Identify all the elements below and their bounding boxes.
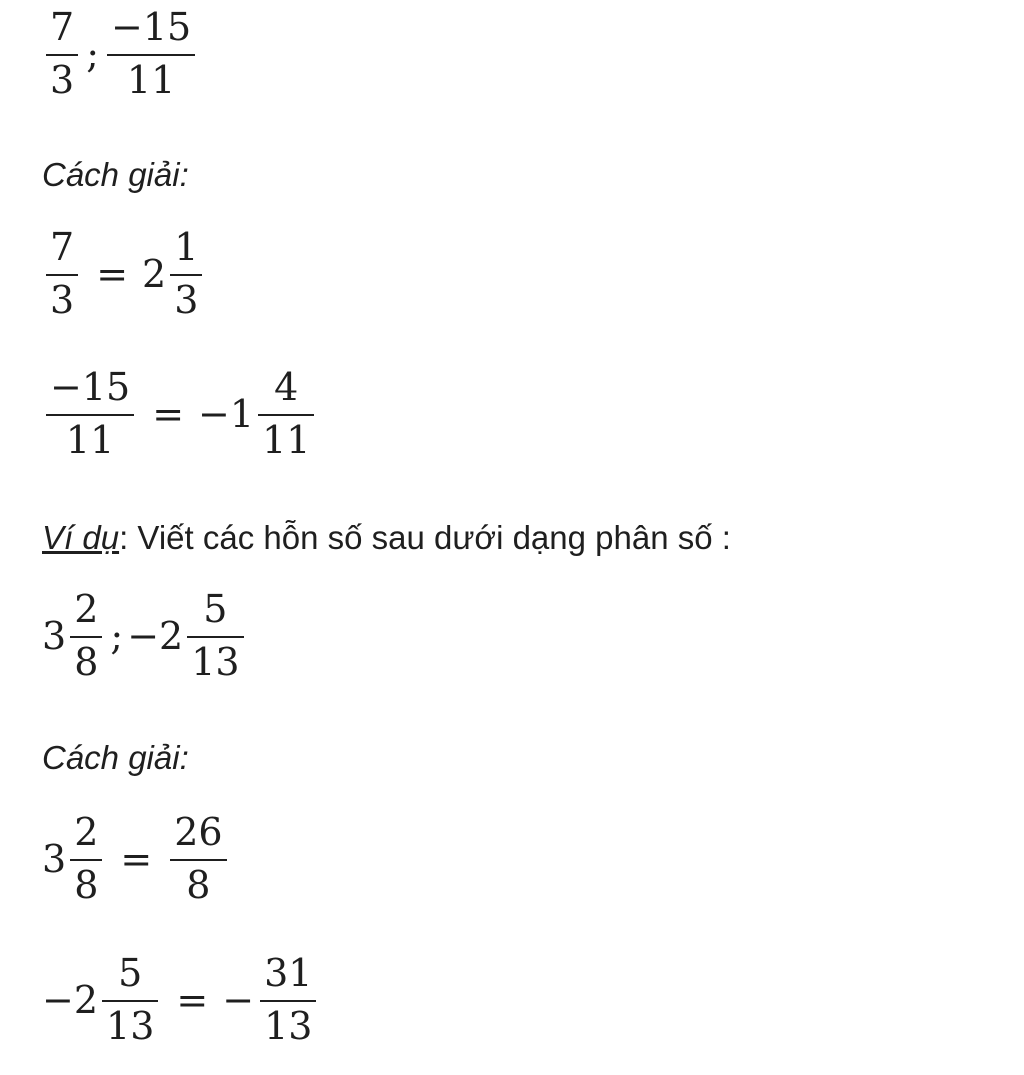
denominator: 13 xyxy=(264,1003,313,1048)
numerator: 7 xyxy=(50,5,75,49)
numerator: 2 xyxy=(74,587,99,631)
numerator: 2 xyxy=(74,810,99,854)
numerator: 7 xyxy=(50,225,75,269)
denominator: 13 xyxy=(106,1003,155,1048)
denominator: 8 xyxy=(74,639,99,684)
whole-part: −1 xyxy=(198,392,255,437)
fraction-bar xyxy=(46,274,78,276)
fraction-lhs xyxy=(70,811,102,907)
separator: ; xyxy=(86,32,99,77)
fraction-bar xyxy=(170,274,202,276)
numerator: 1 xyxy=(174,225,199,269)
equals-sign: = xyxy=(176,978,209,1023)
numerator: 26 xyxy=(174,810,223,854)
equation-3 xyxy=(42,811,231,907)
example-text: : Viết các hỗn số sau dưới dạng phân số : xyxy=(119,519,731,556)
minus-sign: − xyxy=(222,978,255,1023)
fraction-2-8 xyxy=(70,588,102,684)
heading-text: Cách giải: xyxy=(42,739,189,776)
equals-sign: = xyxy=(96,252,129,297)
fraction-bar xyxy=(107,54,195,56)
fraction-5-13 xyxy=(187,588,243,684)
fraction-bar xyxy=(187,636,243,638)
numerator: 5 xyxy=(118,951,143,995)
solution-heading-1 xyxy=(42,158,189,191)
fraction-rhs xyxy=(170,811,226,907)
example-line xyxy=(42,521,731,554)
fraction-rhs xyxy=(170,226,202,322)
whole-part: 3 xyxy=(42,837,67,882)
fraction-lhs xyxy=(46,366,134,462)
equation-1 xyxy=(42,226,206,322)
denominator: 8 xyxy=(74,862,99,907)
fraction-neg15-11 xyxy=(107,6,195,102)
whole-part: −2 xyxy=(42,978,99,1023)
mixed-numbers-line xyxy=(42,588,248,684)
denominator: 11 xyxy=(262,417,311,462)
example-label: Ví dụ xyxy=(42,519,120,556)
fraction-bar xyxy=(260,1000,316,1002)
whole-part: −2 xyxy=(127,614,184,659)
fraction-bar xyxy=(70,636,102,638)
heading-text: Cách giải: xyxy=(42,156,189,193)
fraction-bar xyxy=(102,1000,158,1002)
fraction-bar xyxy=(46,54,78,56)
denominator: 11 xyxy=(126,57,176,102)
equals-sign: = xyxy=(120,837,153,882)
fraction-lhs xyxy=(46,226,78,322)
fraction-7-3 xyxy=(46,6,78,102)
denominator: 3 xyxy=(50,277,75,322)
numerator: 5 xyxy=(203,587,228,631)
denominator: 8 xyxy=(186,862,211,907)
fraction-lhs xyxy=(102,952,158,1048)
numerator: −15 xyxy=(111,5,192,49)
numerator: −15 xyxy=(50,365,131,409)
fraction-rhs xyxy=(258,366,314,462)
fraction-bar xyxy=(46,414,134,416)
fraction-bar xyxy=(170,859,226,861)
whole-part: 2 xyxy=(142,252,167,297)
fraction-bar xyxy=(258,414,314,416)
denominator: 13 xyxy=(191,639,240,684)
whole-part: 3 xyxy=(42,614,67,659)
equation-4 xyxy=(42,952,320,1048)
numerator: 4 xyxy=(274,365,299,409)
solution-heading-2 xyxy=(42,741,189,774)
equals-sign: = xyxy=(152,392,185,437)
fraction-bar xyxy=(70,859,102,861)
denominator: 3 xyxy=(50,57,75,102)
denominator: 3 xyxy=(174,277,199,322)
fractions-line-1 xyxy=(42,6,199,102)
denominator: 11 xyxy=(65,417,115,462)
separator: ; xyxy=(110,614,124,659)
equation-2 xyxy=(42,366,318,462)
fraction-rhs xyxy=(260,952,316,1048)
numerator: 31 xyxy=(264,951,313,995)
